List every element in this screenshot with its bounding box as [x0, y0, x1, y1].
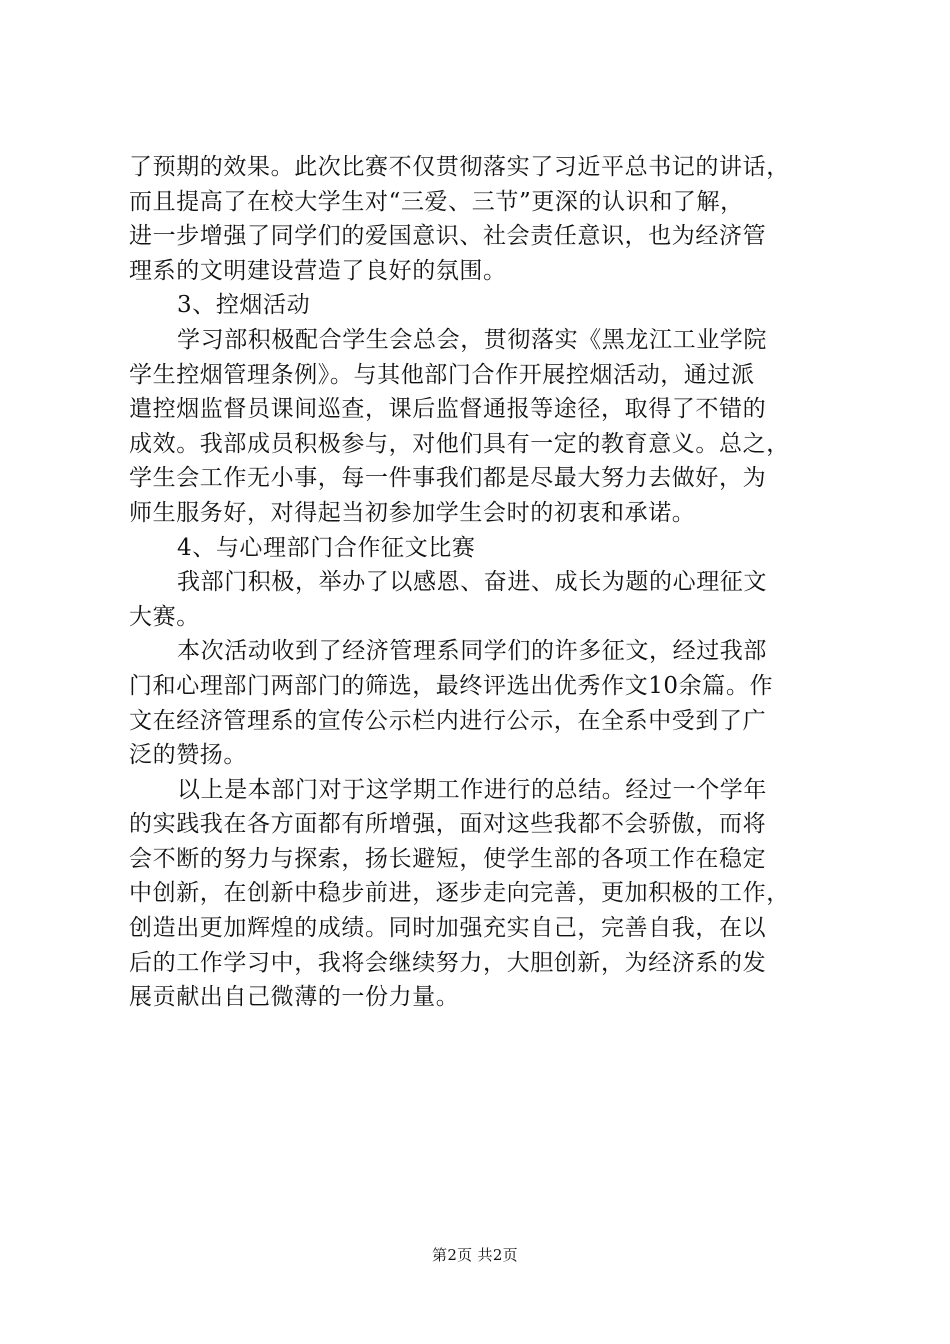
- text-line: 成效。我部成员积极参与，对他们具有一定的教育意义。总之，: [129, 430, 790, 457]
- text-line: 以上是本部门对于这学期工作进行的总结。经过一个学年: [177, 776, 767, 803]
- text-line: 遣控烟监督员课间巡查，课后监督通报等途径，取得了不错的: [129, 396, 767, 423]
- document-body: [129, 150, 829, 1015]
- text-line: 4、与心理部门合作征文比赛: [177, 534, 476, 561]
- text-line: 中创新，在创新中稳步前进，逐步走向完善，更加积极的工作，: [129, 880, 790, 907]
- page-footer: 第2页 共2页: [432, 1246, 518, 1264]
- text-line: 3、控烟活动: [177, 292, 311, 319]
- text-line: 了预期的效果。此次比赛不仅贯彻落实了习近平总书记的讲话，: [129, 154, 790, 180]
- text-line: 学生会工作无小事，每一件事我们都是尽最大努力去做好，为: [129, 465, 767, 492]
- text-line: 学习部积极配合学生会总会，贯彻落实《黑龙江工业学院: [177, 326, 767, 353]
- text-line: 理系的文明建设营造了良好的氛围。: [129, 257, 507, 284]
- text-line: 文在经济管理系的宣传公示栏内进行公示，在全系中受到了广: [129, 707, 767, 734]
- text-line: 泛的赞扬。: [129, 742, 247, 769]
- text-line: 门和心理部门两部门的筛选，最终评选出优秀作文10余篇。作: [129, 672, 774, 699]
- text-line: 会不断的努力与探索，扬长避短，使学生部的各项工作在稳定: [129, 845, 767, 872]
- text-line: 大赛。: [129, 603, 200, 630]
- text-line: 而且提高了在校大学生对“三爱、三节”更深的认识和了解，: [129, 188, 744, 215]
- text-line: 后的工作学习中，我将会继续努力，大胆创新，为经济系的发: [129, 949, 767, 976]
- text-line: 的实践我在各方面都有所增强，面对这些我都不会骄傲，而将: [129, 811, 767, 838]
- text-line: 进一步增强了同学们的爱国意识、社会责任意识，也为经济管: [129, 223, 767, 250]
- text-line: 师生服务好，对得起当初参加学生会时的初衷和承诺。: [129, 499, 696, 526]
- text-line: 本次活动收到了经济管理系同学们的许多征文，经过我部: [177, 638, 767, 665]
- text-line: 展贡献出自己微薄的一份力量。: [129, 984, 460, 1011]
- text-line: 创造出更加辉煌的成绩。同时加强充实自己，完善自我，在以: [129, 915, 767, 942]
- text-line: 我部门积极，举办了以感恩、奋进、成长为题的心理征文: [177, 569, 767, 596]
- text-line: 学生控烟管理条例》。与其他部门合作开展控烟活动，通过派: [129, 361, 755, 388]
